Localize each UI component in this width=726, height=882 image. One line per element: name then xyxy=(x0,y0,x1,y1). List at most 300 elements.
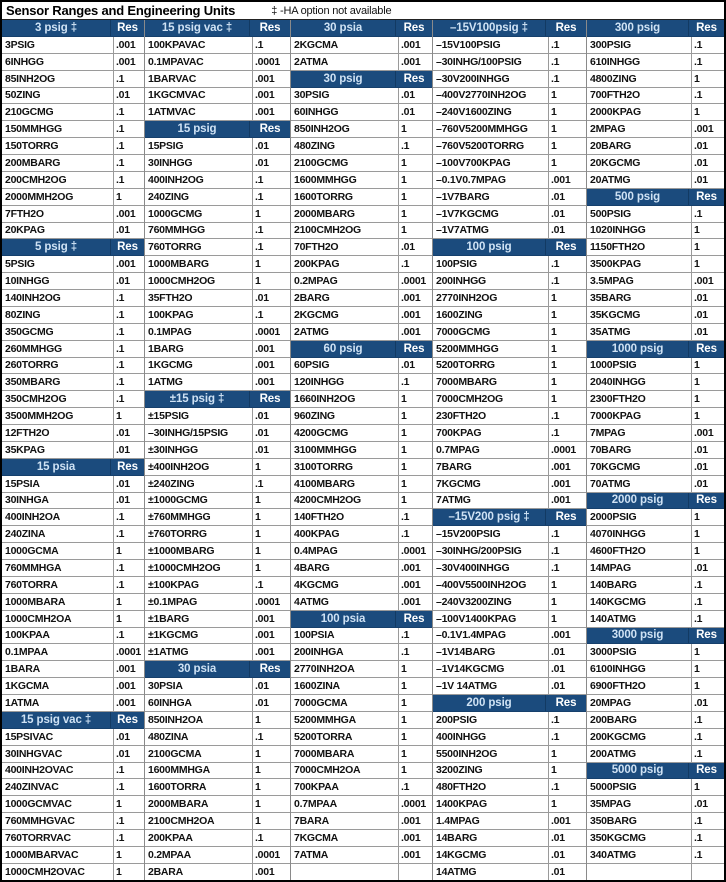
res-value: .1 xyxy=(116,578,125,591)
res-value: .1 xyxy=(401,376,410,389)
res-value: .1 xyxy=(255,190,264,203)
table-row xyxy=(2,71,144,88)
table-row xyxy=(433,391,586,408)
res-header: Res xyxy=(259,393,281,406)
res-value: 1 xyxy=(401,696,407,709)
range-name: 30PSIA xyxy=(145,678,253,694)
table-row xyxy=(433,661,586,678)
table-row xyxy=(145,273,290,290)
res-value: .1 xyxy=(116,359,125,372)
res-value: 1 xyxy=(551,325,557,338)
res-value: .1 xyxy=(116,831,125,844)
table-row xyxy=(2,121,144,138)
range-name: 1BARA xyxy=(2,661,114,677)
res-header: Res xyxy=(403,612,425,625)
res-value: .01 xyxy=(694,173,708,186)
table-row xyxy=(145,408,290,425)
res-value: 1 xyxy=(401,443,407,456)
res-value: .01 xyxy=(551,646,565,659)
table-row xyxy=(291,796,432,813)
page-title: Sensor Ranges and Engineering Units xyxy=(6,3,236,18)
res-header: Res xyxy=(403,342,425,355)
table-row xyxy=(2,358,144,375)
res-value: .001 xyxy=(255,629,275,642)
res-value: .01 xyxy=(401,106,415,119)
table-row xyxy=(291,189,432,206)
table-row xyxy=(291,104,432,121)
res-header: Res xyxy=(259,663,281,676)
table-row xyxy=(291,223,432,240)
range-name: 480FTH2O xyxy=(433,779,549,795)
res-value: .0001 xyxy=(551,443,577,456)
range-name: ±0.1MPAG xyxy=(145,594,253,610)
table-row xyxy=(291,273,432,290)
table-row xyxy=(2,543,144,560)
table-row xyxy=(145,695,290,712)
section-label: 30 psig xyxy=(291,71,396,87)
res-value: .1 xyxy=(694,89,703,102)
range-name: 200KPAG xyxy=(291,256,399,272)
range-name: 7BARA xyxy=(291,813,399,829)
table-row xyxy=(433,442,586,459)
table-row xyxy=(145,678,290,695)
section-header-row xyxy=(587,341,724,358)
res-value: 1 xyxy=(255,460,261,473)
res-value: .01 xyxy=(551,207,565,220)
res-value: .01 xyxy=(694,140,708,153)
range-name: ±760MMHGG xyxy=(145,509,253,525)
table-row xyxy=(433,746,586,763)
res-value: .01 xyxy=(694,696,708,709)
table-row xyxy=(2,577,144,594)
table-row xyxy=(587,408,724,425)
res-value: .1 xyxy=(116,376,125,389)
range-name: 10INHGG xyxy=(2,273,114,289)
res-value: 1 xyxy=(255,258,261,271)
range-name: –1V7ATMG xyxy=(433,223,549,239)
res-value: .1 xyxy=(116,629,125,642)
range-name: 2KGCMA xyxy=(291,37,399,53)
range-name: 850INH2OA xyxy=(145,712,253,728)
res-value: .0001 xyxy=(255,325,281,338)
table-row xyxy=(145,560,290,577)
res-value: 1 xyxy=(694,72,700,85)
section-label: 100 psia xyxy=(291,611,396,627)
res-value: 1 xyxy=(401,747,407,760)
res-value: .001 xyxy=(401,38,421,51)
res-value: 1 xyxy=(255,815,261,828)
res-value: .01 xyxy=(255,696,269,709)
table-row xyxy=(145,712,290,729)
range-name: 60INHGG xyxy=(291,104,399,120)
range-name: 400INH2OG xyxy=(145,172,253,188)
table-row xyxy=(433,206,586,223)
table-row xyxy=(587,712,724,729)
table-row xyxy=(145,729,290,746)
res-value: 1 xyxy=(401,730,407,743)
res-value: .1 xyxy=(401,781,410,794)
res-value: .1 xyxy=(694,730,703,743)
section-header-row xyxy=(587,493,724,510)
table-row xyxy=(291,560,432,577)
table-row xyxy=(145,543,290,560)
table-row xyxy=(587,290,724,307)
table-row xyxy=(587,206,724,223)
table-row xyxy=(587,88,724,105)
res-value: .1 xyxy=(551,72,560,85)
range-name: 6900FTH2O xyxy=(587,678,692,694)
res-header: Res xyxy=(403,21,425,34)
res-value: .01 xyxy=(551,865,565,878)
table-row xyxy=(291,37,432,54)
res-value: .1 xyxy=(401,140,410,153)
range-name: 7KGCMA xyxy=(291,830,399,846)
range-name: 140FTH2O xyxy=(291,509,399,525)
table-row xyxy=(433,104,586,121)
res-value: 1 xyxy=(401,410,407,423)
res-value: 1 xyxy=(401,393,407,406)
table-row xyxy=(291,391,432,408)
res-value: 1 xyxy=(255,747,261,760)
table-row xyxy=(145,813,290,830)
range-name: –1V7BARG xyxy=(433,189,549,205)
table-row xyxy=(2,526,144,543)
res-value xyxy=(692,864,724,880)
table-row xyxy=(433,712,586,729)
res-value: .001 xyxy=(694,123,714,136)
res-value: .001 xyxy=(401,815,421,828)
res-value: .001 xyxy=(116,207,136,220)
res-value: 1 xyxy=(551,156,557,169)
res-value: .001 xyxy=(116,38,136,51)
table-row xyxy=(291,678,432,695)
table-row xyxy=(433,223,586,240)
table-row xyxy=(2,493,144,510)
range-name: 4KGCMG xyxy=(291,577,399,593)
range-name: 1000GCMA xyxy=(2,543,114,559)
range-name: 2100GCMA xyxy=(145,746,253,762)
range-name: 7000MBARG xyxy=(433,374,549,390)
res-value: .01 xyxy=(116,477,130,490)
table-row xyxy=(291,493,432,510)
table-row xyxy=(2,729,144,746)
res-header: Res xyxy=(259,123,281,136)
section-header-row xyxy=(145,20,290,37)
res-value: .01 xyxy=(255,680,269,693)
table-row xyxy=(291,644,432,661)
range-name: ±760TORRG xyxy=(145,526,253,542)
range-name: –30V200INHGG xyxy=(433,71,549,87)
res-value: 1 xyxy=(551,764,557,777)
table-row xyxy=(145,509,290,526)
range-name: 30INHGVAC xyxy=(2,746,114,762)
table-row xyxy=(2,341,144,358)
range-name: 2100CMH2OG xyxy=(291,223,399,239)
res-value: .1 xyxy=(116,561,125,574)
table-row xyxy=(587,560,724,577)
table-row xyxy=(587,796,724,813)
table-row xyxy=(587,425,724,442)
table-column-5 xyxy=(587,20,724,880)
table-row xyxy=(433,290,586,307)
res-value: .1 xyxy=(551,561,560,574)
table-row xyxy=(2,37,144,54)
range-name: 2MPAG xyxy=(587,121,692,137)
res-value: .001 xyxy=(255,72,275,85)
res-value: .1 xyxy=(255,308,264,321)
range-name: 1BARVAC xyxy=(145,71,253,87)
range-name: 1600MMHGG xyxy=(291,172,399,188)
range-name: 0.7MPAG xyxy=(433,442,549,458)
table-row xyxy=(145,830,290,847)
table-row xyxy=(145,763,290,780)
res-value: .01 xyxy=(551,224,565,237)
range-name: 4200CMH2OG xyxy=(291,493,399,509)
res-value: .0001 xyxy=(116,646,142,659)
res-value: .1 xyxy=(116,393,125,406)
table-row xyxy=(2,138,144,155)
range-name: 7MPAG xyxy=(587,425,692,441)
res-value: 1 xyxy=(255,545,261,558)
table-row xyxy=(2,695,144,712)
range-name: 700FTH2O xyxy=(587,88,692,104)
range-name: 150TORRG xyxy=(2,138,114,154)
table-row xyxy=(2,611,144,628)
range-name: ±1BARG xyxy=(145,611,253,627)
section-header-row xyxy=(2,459,144,476)
table-row xyxy=(433,763,586,780)
res-value: 1 xyxy=(255,561,261,574)
res-value: 1 xyxy=(401,207,407,220)
table-row xyxy=(2,425,144,442)
range-name: 14ATMG xyxy=(433,864,549,880)
table-row xyxy=(587,273,724,290)
range-name: 1000MBARG xyxy=(145,256,253,272)
table-row xyxy=(291,813,432,830)
section-label: 15 psig vac ‡ xyxy=(2,712,111,728)
res-value: .1 xyxy=(551,275,560,288)
res-header: Res xyxy=(696,342,717,355)
range-name: –100V1400KPAG xyxy=(433,611,549,627)
range-name: 5000PSIG xyxy=(587,779,692,795)
range-name: ±1ATMG xyxy=(145,644,253,660)
res-header: Res xyxy=(555,696,577,709)
table-row xyxy=(433,88,586,105)
range-name: 70FTH2O xyxy=(291,239,399,255)
section-label: ±15 psig ‡ xyxy=(145,391,250,407)
res-value: .1 xyxy=(116,528,125,541)
res-value: .001 xyxy=(401,308,421,321)
table-row xyxy=(145,611,290,628)
range-name: 12FTH2O xyxy=(2,425,114,441)
res-value: 1 xyxy=(401,426,407,439)
table-row xyxy=(587,594,724,611)
res-value: .1 xyxy=(116,511,125,524)
range-name: 200CMH2OG xyxy=(2,172,114,188)
res-header: Res xyxy=(117,460,138,473)
table-row xyxy=(433,493,586,510)
res-value: .1 xyxy=(694,848,703,861)
res-value: 1 xyxy=(694,224,700,237)
range-name: 5200MMHGG xyxy=(433,341,549,357)
range-name: 4600FTH2O xyxy=(587,543,692,559)
range-name: –400V5500INH2OG xyxy=(433,577,549,593)
res-value: .1 xyxy=(694,815,703,828)
table-row xyxy=(145,864,290,880)
res-value: .001 xyxy=(401,831,421,844)
res-value: .1 xyxy=(694,55,703,68)
table-row xyxy=(145,476,290,493)
table-row xyxy=(145,138,290,155)
res-value: .1 xyxy=(551,426,560,439)
range-name: 760TORRA xyxy=(2,577,114,593)
res-value: .1 xyxy=(401,646,410,659)
res-value: .001 xyxy=(694,275,714,288)
range-name: 2BARG xyxy=(291,290,399,306)
res-value: .1 xyxy=(116,156,125,169)
range-name: 15PSIG xyxy=(145,138,253,154)
empty-row xyxy=(587,864,724,880)
range-name: 1ATMA xyxy=(2,695,114,711)
table-row xyxy=(145,644,290,661)
table-row xyxy=(291,779,432,796)
table-row xyxy=(587,476,724,493)
table-row xyxy=(291,695,432,712)
range-name: 7000GCMA xyxy=(291,695,399,711)
table-row xyxy=(433,155,586,172)
range-name: 260MMHGG xyxy=(2,341,114,357)
table-row xyxy=(2,509,144,526)
table-row xyxy=(291,54,432,71)
range-name: 100KPAA xyxy=(2,628,114,644)
table-row xyxy=(291,239,432,256)
table-row xyxy=(145,847,290,864)
range-name: –30INHG/200PSIG xyxy=(433,543,549,559)
table-row xyxy=(433,594,586,611)
table-row xyxy=(433,729,586,746)
section-header-row xyxy=(291,71,432,88)
section-header-row xyxy=(2,20,144,37)
res-value: .01 xyxy=(694,561,708,574)
res-value: .0001 xyxy=(401,545,427,558)
res-header: Res xyxy=(117,21,138,34)
range-name: 1600MMHGA xyxy=(145,763,253,779)
table-row xyxy=(587,391,724,408)
table-column-4 xyxy=(433,20,587,880)
res-value: 1 xyxy=(116,595,122,608)
range-name: 340ATMG xyxy=(587,847,692,863)
range-name: 1KGCMG xyxy=(145,358,253,374)
res-value: .01 xyxy=(694,798,708,811)
res-value: 1 xyxy=(551,747,557,760)
res-value: .01 xyxy=(116,494,130,507)
table-row xyxy=(291,628,432,645)
range-name: 1600TORRG xyxy=(291,189,399,205)
table-row xyxy=(587,239,724,256)
range-name: 2770INH2OG xyxy=(433,290,549,306)
res-value: .1 xyxy=(694,595,703,608)
res-value: .0001 xyxy=(255,848,281,861)
res-value: .1 xyxy=(116,342,125,355)
res-value: .1 xyxy=(694,713,703,726)
res-value: .1 xyxy=(255,241,264,254)
table-row xyxy=(587,223,724,240)
range-name: –15V100PSIG xyxy=(433,37,549,53)
res-value: 1 xyxy=(255,275,261,288)
table-row xyxy=(587,374,724,391)
res-value: .1 xyxy=(694,831,703,844)
res-value: .1 xyxy=(116,325,125,338)
range-name: 14BARG xyxy=(433,830,549,846)
res-value: .001 xyxy=(551,173,571,186)
range-name: 35MPAG xyxy=(587,796,692,812)
res-value: 1 xyxy=(551,798,557,811)
table-row xyxy=(587,830,724,847)
res-value: .01 xyxy=(116,747,130,760)
table-row xyxy=(145,37,290,54)
table-row xyxy=(587,746,724,763)
range-name: 140BARG xyxy=(587,577,692,593)
res-value: 1 xyxy=(401,663,407,676)
range-name: 140ATMG xyxy=(587,611,692,627)
table-row xyxy=(433,577,586,594)
table-row xyxy=(433,189,586,206)
res-value: .1 xyxy=(255,477,264,490)
section-header-row xyxy=(433,509,586,526)
range-name: 0.4MPAG xyxy=(291,543,399,559)
range-name: 240ZINVAC xyxy=(2,779,114,795)
range-name: 230FTH2O xyxy=(433,408,549,424)
range-name: –240V1600ZING xyxy=(433,104,549,120)
range-name: 1000MBARVAC xyxy=(2,847,114,863)
res-header: Res xyxy=(259,21,281,34)
res-value: .001 xyxy=(401,325,421,338)
range-name: 1ATMG xyxy=(145,374,253,390)
range-name: 85INH2OG xyxy=(2,71,114,87)
res-value: .001 xyxy=(116,258,136,271)
range-name: 2000MBARA xyxy=(145,796,253,812)
res-value: 1 xyxy=(694,359,700,372)
section-label: 3 psig ‡ xyxy=(2,20,111,36)
table-row xyxy=(291,543,432,560)
res-value: 1 xyxy=(551,342,557,355)
range-name: 70ATMG xyxy=(587,476,692,492)
res-header: Res xyxy=(696,190,717,203)
table-row xyxy=(291,138,432,155)
res-value: .001 xyxy=(551,815,571,828)
res-value: .1 xyxy=(116,106,125,119)
range-name: 1400KPAG xyxy=(433,796,549,812)
table-row xyxy=(145,290,290,307)
res-value: 1 xyxy=(255,781,261,794)
table-row xyxy=(291,712,432,729)
section-label: 15 psig xyxy=(145,121,250,137)
res-value xyxy=(399,864,432,880)
res-value: .001 xyxy=(401,848,421,861)
res-value: .01 xyxy=(694,156,708,169)
range-name: 7ATMG xyxy=(433,493,549,509)
table-row xyxy=(291,206,432,223)
range-name: 2000MMH2OG xyxy=(2,189,114,205)
range-name: 7FTH2O xyxy=(2,206,114,222)
range-name: 3500MMH2OG xyxy=(2,408,114,424)
table-row xyxy=(145,155,290,172)
range-name: 1ATMVAC xyxy=(145,104,253,120)
table-row xyxy=(145,577,290,594)
res-value: .1 xyxy=(401,511,410,524)
range-name: 30INHGA xyxy=(2,493,114,509)
table-row xyxy=(433,678,586,695)
